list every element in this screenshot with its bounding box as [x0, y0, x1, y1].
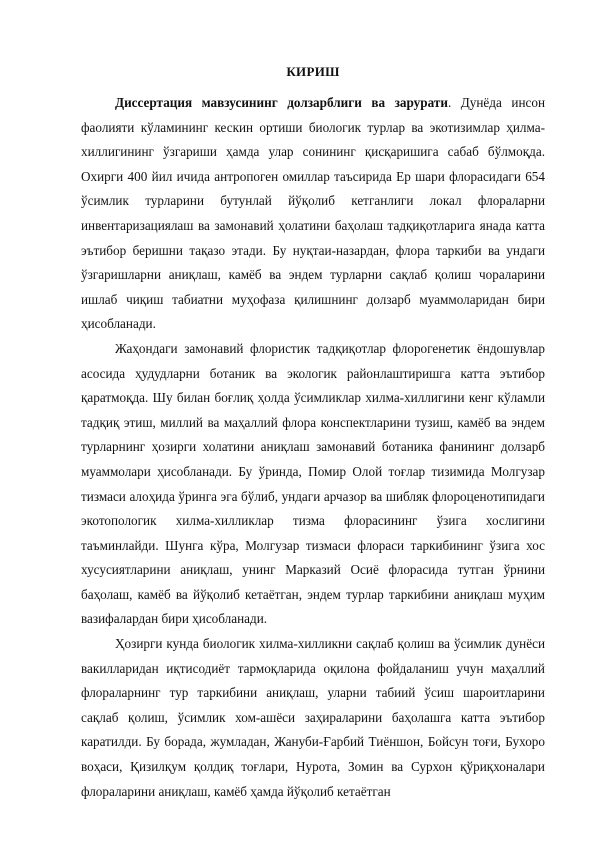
section-heading: КИРИШ — [286, 64, 340, 79]
paragraph-2-text: Жаҳондаги замонавий флористик тадқиқотлар флорогенетик ёндошувлар асосида ҳудудларни ботаник ва экологик районлаштиришга катта эътибор қаратмоқда. Шу билан боғлиқ ҳолда ўсимликлар хилма-хиллигини кенг кўламли тадқиқ этиш, миллий ва маҳаллий флора конспектларини тузиш, камёб ва эндем турларнинг ҳозирги холатини аниқлаш замонавий ботаника фанининг долзарб муаммолари ҳисобланади. Бу ўринда, Помир Олой тоғлар тизимида Молгузар тизмаси алоҳида ўринга эга бўлиб, ундаги арчазор ва шибляк флороценотипидаги экотопологик хилма-хилликлар тизма флорасининг ўзига хослигини таъминлайди. Шунга кўра, Молгузар тизмаси флораси таркибининг ўзига хос хусусиятларини аниқлаш, унинг Марказий Осиё флорасида тутган ўрнини баҳолаш, камёб ва йўқолиб кетаётган, эндем турлар таркибини аниқлаш муҳим вазифалардан бири ҳисобланади. — [81, 340, 545, 627]
paragraph-2 — [81, 337, 545, 632]
paragraph-1-text: . Дунёда инсон фаолияти кўламининг кескин ортиши биологик турлар ва экотизимлар ҳилма-хиллигининг ўзгариши ҳамда улар сонининг қисқаришига сабаб бўлмоқда. Охирги 400 йил ичида антропоген омиллар таъсирида Ер шари флорасидаги 654 ўсимлик турларини бутунлай йўқолиб кетганлиги локал флораларни инвентаризациялаш ва замонавий ҳолатини баҳолаш тадқиқотларига янада катта эътибор беришни тақазо этади. Бу нуқтаи-назардан, флора таркиби ва ундаги ўзгаришларни аниқлаш, камёб ва эндем турларни сақлаб қолиш чораларини ишлаб чиқиш табиатни муҳофаза қилишнинг долзарб муаммоларидан бири ҳисобланади. — [81, 95, 545, 332]
paragraph-1 — [81, 91, 545, 337]
paragraph-1-lead: Диссертация мавзусининг долзарблиги ва зарурати — [115, 95, 448, 110]
document-page — [81, 62, 545, 804]
paragraph-3-text: Ҳозирги кунда биологик хилма-хилликни сақлаб қолиш ва ўсимлик дунёси вакилларидан иқтисодиёт тармоқларида оқилона фойдаланиш учун маҳаллий флораларнинг тур таркибини аниқлаш, уларни табиий ўсиш шароитларини сақлаб қолиш, ўсимлик хом-ашёси заҳираларини баҳолашга катта эътибор каратилди. Бу борада, жумладан, Жануби-Ғарбий Тиёншон, Бойсун тоғи, Бухоро воҳаси, Қизилқум қолдиқ тоғлари, Нурота, Зомин ва Сурхон қўриқхоналари флораларини аниқлаш, камёб ҳамда йўқолиб кетаётган — [81, 636, 545, 799]
paragraph-3 — [81, 632, 545, 804]
